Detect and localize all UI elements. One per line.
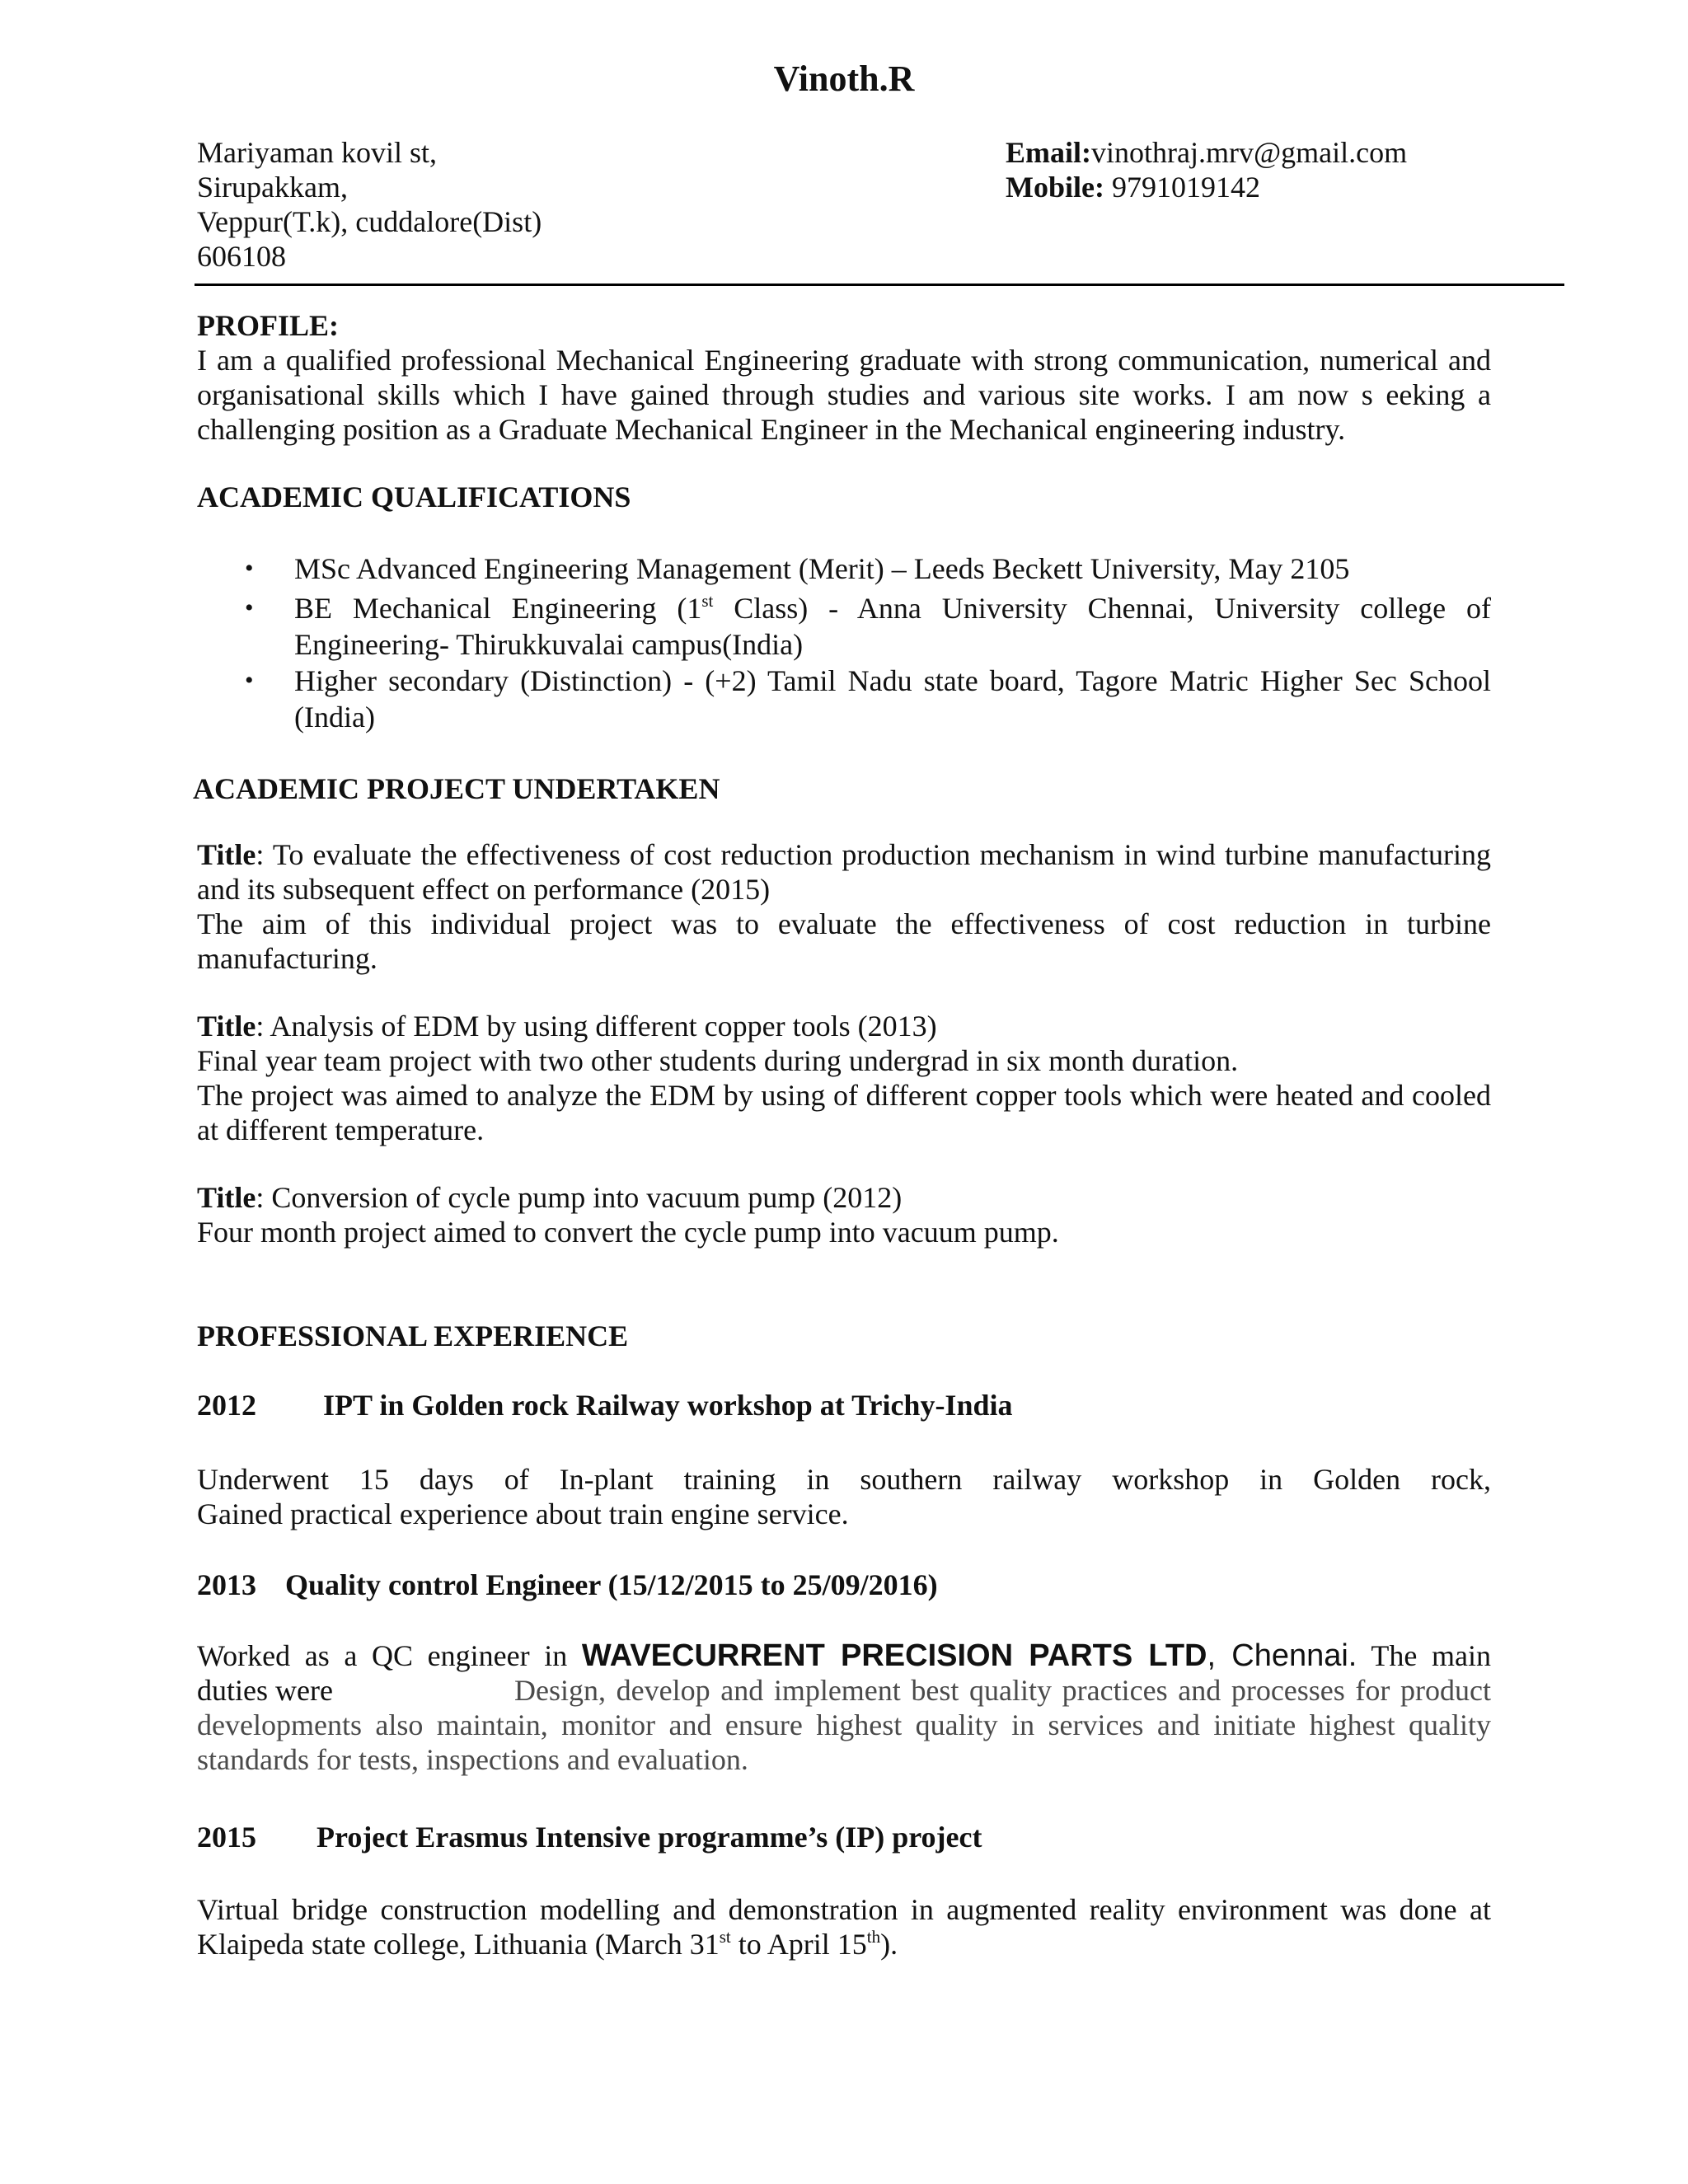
superscript: st [701, 591, 714, 611]
bullet-icon: • [245, 594, 254, 621]
bullet-icon: • [245, 555, 254, 582]
projects-heading: ACADEMIC PROJECT UNDERTAKEN [193, 772, 720, 805]
profile-line-2: organisational skills which I have gained through studies and various site works. I am now s eeking a [197, 378, 1491, 411]
title-label: Title [197, 1010, 256, 1043]
list-item [197, 590, 1491, 663]
experience-2-line-1: Worked as a QC engineer in WAVECURRENT PRECISION PARTS LTD, Chennai. The main [197, 1638, 1491, 1673]
superscript: th [866, 1927, 881, 1947]
email-label: Email: [1006, 136, 1091, 169]
list-item [197, 663, 1491, 735]
address-line-3: Veppur(T.k), cuddalore(Dist) [197, 205, 542, 238]
project-1-line-2: and its subsequent effect on performance (2015) [197, 873, 771, 906]
qualification-be-line-2: Engineering- Thirukkuvalai campus(India) [294, 628, 804, 661]
experience-2-line-4: standards for tests, inspections and evaluation. [197, 1743, 748, 1776]
project-1-line-4: manufacturing. [197, 942, 377, 975]
address-line-1: Mariyaman kovil st, [197, 136, 437, 169]
address-line-4: 606108 [197, 240, 286, 273]
profile-heading: PROFILE: [197, 309, 340, 342]
qualification-be-line-1: BE Mechanical Engineering (1st Class) - Anna University Chennai, University college of [294, 591, 1491, 625]
experience-1-title: IPT in Golden rock Railway workshop at Trichy-India [323, 1389, 1013, 1422]
address-line-2: Sirupakkam, [197, 171, 348, 204]
mobile-value: 9791019142 [1104, 171, 1260, 204]
experience-1-year: 2012 [197, 1389, 256, 1422]
qualification-msc: MSc Advanced Engineering Management (Merit) – Leeds Beckett University, May 2105 [294, 552, 1350, 585]
title-label: Title [197, 838, 256, 871]
company-name: WAVECURRENT PRECISION PARTS LTD [581, 1638, 1207, 1673]
project-1-line-3: The aim of this individual project was to evaluate the effectiveness of cost reduction in turbine [197, 907, 1491, 940]
title-label: Title [197, 1181, 256, 1214]
project-2-title: Title: Analysis of EDM by using different copper tools (2013) [197, 1010, 937, 1043]
experience-1-line-1: Underwent 15 days of In-plant training in southern railway workshop in Golden rock, [197, 1463, 1491, 1496]
experience-3-line-2: Klaipeda state college, Lithuania (March 31st to April 15th). [197, 1927, 898, 1961]
superscript: st [719, 1927, 731, 1947]
qualification-hsc-line-2: (India) [294, 701, 375, 733]
experience-2-line-3: developments also maintain, monitor and ensure highest quality in services and initiate highest quality [197, 1708, 1491, 1741]
profile-line-3: challenging position as a Graduate Mechanical Engineer in the Mechanical engineering industry. [197, 413, 1346, 446]
experience-3-line-1: Virtual bridge construction modelling and demonstration in augmented reality environment was done at [197, 1893, 1491, 1926]
mobile-label: Mobile: [1006, 171, 1104, 204]
qualifications-list [197, 551, 1491, 735]
project-2-line-2: Final year team project with two other students during undergrad in six month duration. [197, 1044, 1239, 1077]
email-contact [1006, 135, 1407, 170]
experience-2-line-2b: Design, develop and implement best quality practices and processes for product [514, 1674, 1491, 1707]
list-item [197, 551, 1491, 587]
project-1-title: Title: To evaluate the effectiveness of cost reduction production mechanism in wind turbine manufacturing [197, 838, 1491, 871]
experience-heading: PROFESSIONAL EXPERIENCE [197, 1319, 629, 1352]
email-value[interactable]: vinothraj.mrv@gmail.com [1091, 136, 1408, 169]
experience-1-line-2: Gained practical experience about train engine service. [197, 1497, 849, 1530]
project-3-title: Title: Conversion of cycle pump into vacuum pump (2012) [197, 1181, 903, 1214]
experience-3-title: Project Erasmus Intensive programme’s (IP) project [316, 1821, 982, 1854]
project-3-line-2: Four month project aimed to convert the cycle pump into vacuum pump. [197, 1216, 1059, 1249]
qualification-hsc-line-1: Higher secondary (Distinction) - (+2) Tamil Nadu state board, Tagore Matric Higher Sec School [294, 664, 1491, 697]
profile-line-1: I am a qualified professional Mechanical Engineering graduate with strong communication, numerical and [197, 344, 1491, 377]
project-2-line-4: at different temperature. [197, 1113, 485, 1146]
experience-2-line-2a: duties were [197, 1674, 333, 1707]
experience-3-year: 2015 [197, 1821, 256, 1854]
academic-heading: ACADEMIC QUALIFICATIONS [197, 480, 631, 513]
company-city: , Chennai. [1207, 1638, 1357, 1673]
header-divider [195, 284, 1564, 286]
mobile-contact [1006, 170, 1260, 204]
experience-2-title: Quality control Engineer (15/12/2015 to 25/09/2016) [285, 1568, 938, 1601]
candidate-name: Vinoth.R [773, 59, 915, 99]
bullet-icon: • [245, 667, 254, 694]
project-2-line-3: The project was aimed to analyze the EDM by using of different copper tools which were heated and cooled [197, 1079, 1491, 1112]
experience-2-year: 2013 [197, 1568, 256, 1601]
